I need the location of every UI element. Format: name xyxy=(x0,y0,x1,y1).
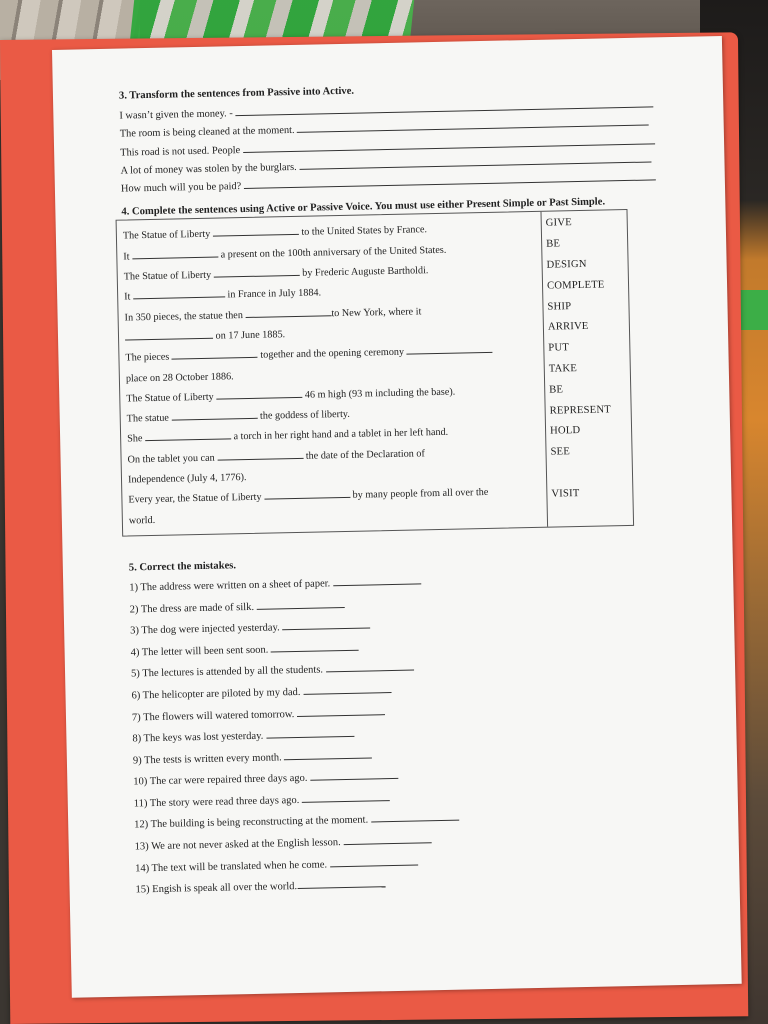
answer-blank[interactable] xyxy=(125,328,213,341)
list-item: 3) The dog were injected yesterday. xyxy=(130,609,690,642)
answer-blank[interactable] xyxy=(217,448,303,461)
answer-blank[interactable] xyxy=(297,704,385,717)
answer-blank[interactable] xyxy=(133,287,225,300)
table-row: She a torch in her right hand and a tablet in her left hand. xyxy=(127,427,449,445)
section-5 xyxy=(129,551,696,902)
list-item: 8) The keys was lost yesterday. xyxy=(132,717,692,750)
answer-blank[interactable] xyxy=(172,347,258,360)
answer-blank[interactable] xyxy=(406,342,492,355)
answer-blank[interactable] xyxy=(213,224,299,237)
answer-blank[interactable] xyxy=(302,790,390,803)
answer-blank[interactable] xyxy=(216,387,302,400)
section-4 xyxy=(121,195,688,536)
table-row: Every year, the Statue of Liberty by many people from all over the xyxy=(128,487,489,506)
word-bank-item: ARRIVE xyxy=(547,321,589,334)
answer-blank[interactable] xyxy=(132,246,218,259)
answer-blank[interactable] xyxy=(282,618,370,631)
list-item: 15) Engish is speak all over the world. xyxy=(135,868,695,901)
list-item: 2) The dress are made of silk. xyxy=(130,587,690,620)
word-bank-item: BE xyxy=(549,384,564,396)
table-row: Independence (July 4, 1776). xyxy=(127,472,247,486)
section-3-item: The room is being cleaned at the moment. xyxy=(120,114,680,144)
list-item: 10) The car were repaired three days ago. xyxy=(133,760,693,793)
table-row: In 350 pieces, the statue then to New York, where it xyxy=(124,305,422,324)
word-bank-item: HOLD xyxy=(549,425,581,438)
word-bank-item: PUT xyxy=(548,342,570,354)
word-bank-item: REPRESENT xyxy=(549,404,612,417)
answer-blank[interactable] xyxy=(171,408,257,421)
answer-blank[interactable] xyxy=(310,768,398,781)
table-row: It a present on the 100th anniversary of the United States. xyxy=(123,244,447,263)
table-row: world. xyxy=(128,514,156,527)
list-item: 12) The building is being reconstructing at the moment. xyxy=(134,803,694,836)
list-item: 11) The story were read three days ago. xyxy=(134,782,694,815)
section-3 xyxy=(119,79,681,199)
answer-blank[interactable] xyxy=(284,747,372,760)
list-item: 14) The text will be translated when he come. xyxy=(135,846,695,879)
answer-blank[interactable] xyxy=(303,682,391,695)
list-item: 4) The letter will been sent soon. xyxy=(130,630,690,663)
answer-blank[interactable] xyxy=(271,639,359,652)
answer-blank[interactable] xyxy=(266,726,354,739)
table-row: The statue the goddess of liberty. xyxy=(126,408,350,425)
answer-blank[interactable] xyxy=(371,810,459,823)
answer-blank[interactable] xyxy=(297,876,385,889)
list-item: 5) The lectures is attended by all the students. xyxy=(131,652,691,685)
answer-blank[interactable] xyxy=(256,597,344,610)
word-bank-item: DESIGN xyxy=(546,258,587,271)
word-bank-item: GIVE xyxy=(545,217,572,230)
answer-blank[interactable] xyxy=(245,305,331,318)
list-item: 1) The address were written on a sheet of paper. xyxy=(129,566,689,599)
section-3-heading: 3. Transform the sentences from Passive into Active. xyxy=(118,85,355,102)
answer-blank[interactable] xyxy=(264,487,350,500)
list-item: 7) The flowers will watered tomorrow. xyxy=(132,695,692,728)
word-bank-column xyxy=(542,210,634,526)
table-row: The Statue of Liberty by Frederic Auguste Bartholdi. xyxy=(123,265,429,283)
answer-blank[interactable] xyxy=(343,832,431,845)
table-row: place on 28 October 1886. xyxy=(125,370,234,385)
answer-blank[interactable] xyxy=(145,429,231,442)
word-bank-item xyxy=(551,462,632,484)
word-bank-item: SHIP xyxy=(547,300,572,313)
list-item: 9) The tests is written every month. xyxy=(133,738,693,771)
table-row: On the tablet you can the date of the Declaration of xyxy=(127,448,425,466)
section-4-table xyxy=(116,209,635,536)
section-4-heading: 4. Complete the sentences using Active or Passive Voice. You must use either Present Simple or Past Simple. xyxy=(121,196,606,219)
background-green-patch xyxy=(740,290,768,330)
worksheet xyxy=(119,79,696,901)
sentence-column xyxy=(117,212,548,535)
word-bank-item: COMPLETE xyxy=(546,279,605,292)
list-item: 6) The helicopter are piloted by my dad. xyxy=(131,674,691,707)
answer-blank[interactable] xyxy=(330,854,418,867)
worksheet-paper xyxy=(52,36,742,998)
section-3-item: I wasn’t given the money. - xyxy=(119,96,679,126)
section-3-item: How much will you be paid? xyxy=(121,169,681,199)
word-bank-item: BE xyxy=(546,238,561,250)
table-row: It in France in July 1884. xyxy=(124,287,322,303)
section-3-item: A lot of money was stolen by the burglars. xyxy=(120,151,680,181)
table-row: The pieces together and the opening ceremony xyxy=(125,340,543,369)
section-5-heading: 5. Correct the mistakes. xyxy=(128,560,237,574)
table-row: on 17 June 1885. xyxy=(125,320,543,349)
table-row: The Statue of Liberty 46 m high (93 m including the base). xyxy=(126,386,456,405)
table-row: The Statue of Liberty to the United States by France. xyxy=(122,224,428,243)
word-bank-item: TAKE xyxy=(548,363,578,375)
answer-blank[interactable] xyxy=(325,660,413,673)
section-3-item: This road is not used. People xyxy=(120,132,680,162)
answer-blank[interactable] xyxy=(235,96,653,116)
answer-blank[interactable] xyxy=(214,265,300,278)
word-bank-item: SEE xyxy=(550,446,571,458)
answer-blank[interactable] xyxy=(333,573,421,586)
word-bank-item: VISIT xyxy=(551,487,580,500)
list-item: 13) We are not never asked at the English lesson. xyxy=(134,825,694,858)
